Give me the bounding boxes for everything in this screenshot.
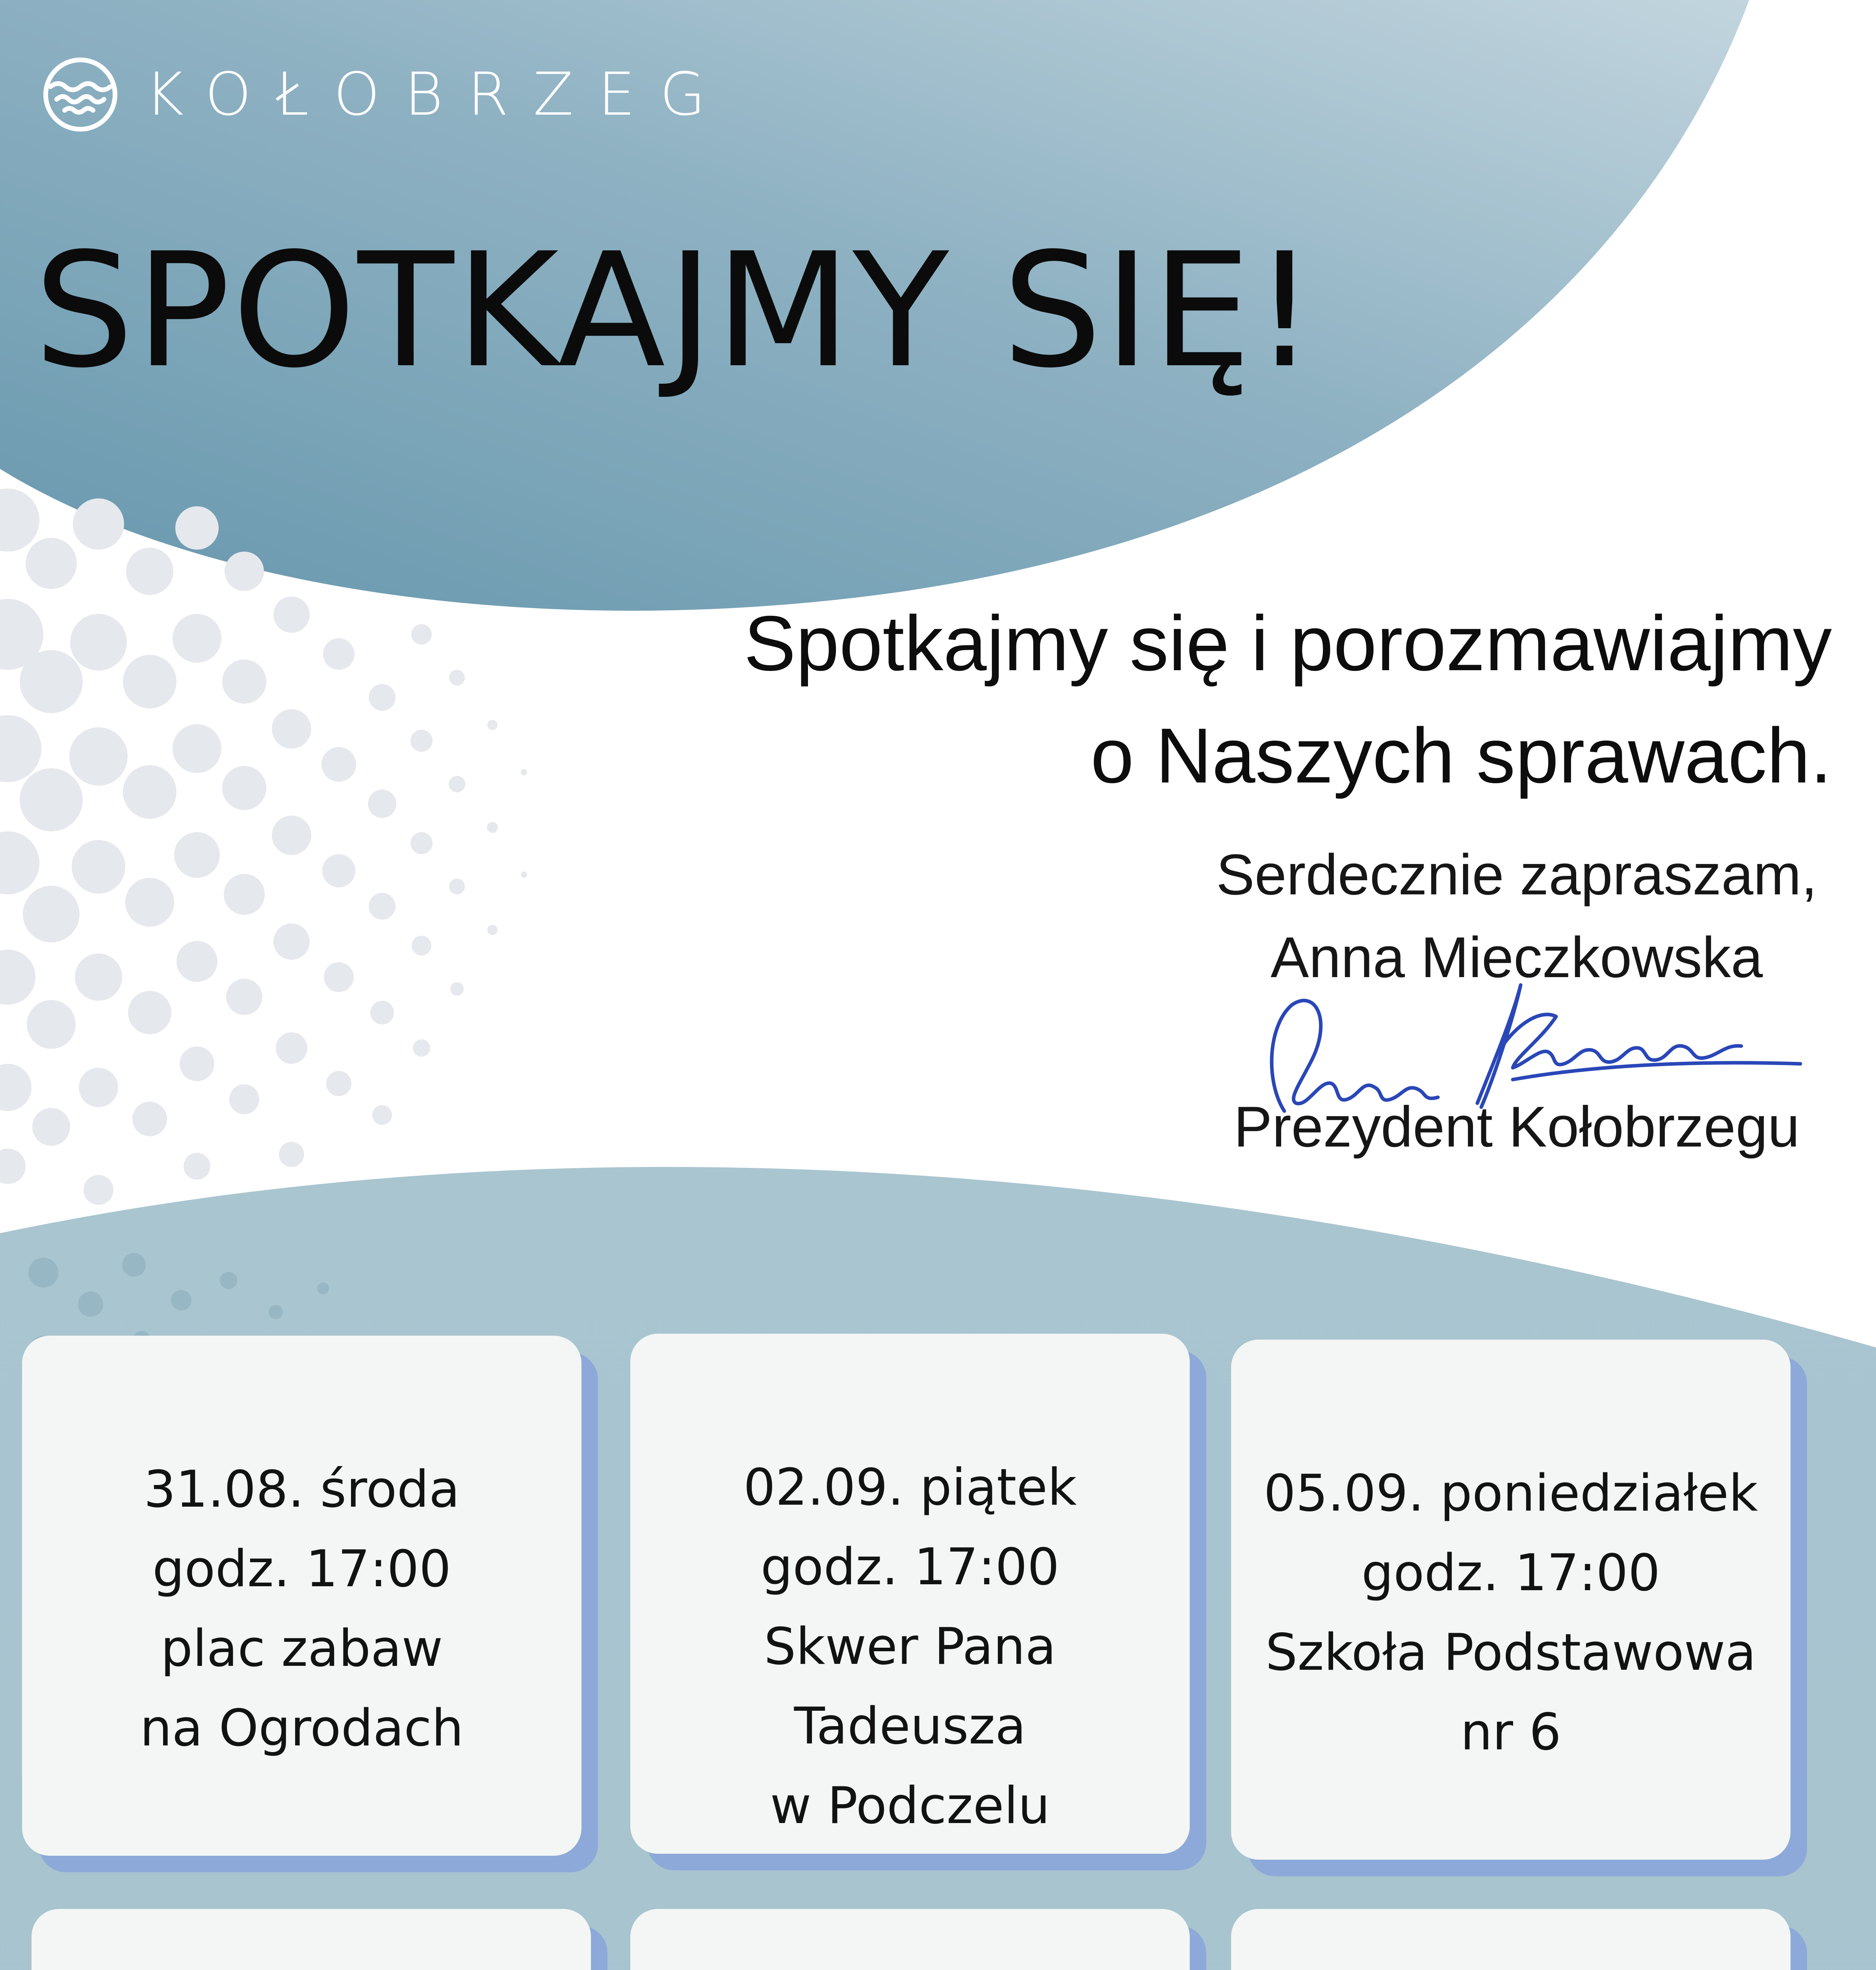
meeting-place-line: na Ogrodach <box>140 1699 464 1758</box>
wave-circle-icon <box>41 55 120 134</box>
page-title: SPOTKAJMY SIĘ! <box>34 219 1318 403</box>
meeting-date: 05.09. poniedziałek <box>1263 1464 1758 1523</box>
invitation-role: Prezydent Kołobrzegu <box>1233 1095 1800 1159</box>
meeting-place-line: Szkoła Podstawowa <box>1265 1623 1756 1682</box>
meeting-date: 02.09. piątek <box>743 1458 1077 1517</box>
meeting-time: godz. 17:00 <box>152 1540 451 1598</box>
meeting-time: godz. 17:00 <box>760 1538 1060 1596</box>
intro-line-1: Spotkajmy się i porozmawiajmy <box>744 600 1832 687</box>
meeting-place-line: nr 6 <box>1460 1703 1561 1762</box>
meeting-card <box>22 1336 581 1856</box>
meeting-card <box>1231 1340 1791 1860</box>
intro-line-2: o Naszych sprawach. <box>1090 712 1832 799</box>
meeting-time: godz. 17:00 <box>1361 1544 1661 1602</box>
meeting-place-line: Skwer Pana <box>764 1617 1056 1676</box>
intro-text <box>611 587 1832 812</box>
brand-name: KOŁOBRZEG <box>145 60 730 129</box>
invitation-greeting: Serdecznie zapraszam, <box>1216 842 1817 907</box>
meeting-card <box>1231 1909 1791 1970</box>
meeting-date: 31.08. środa <box>143 1460 460 1519</box>
meeting-place-line: Tadeusza <box>794 1697 1026 1756</box>
brand-logo <box>41 55 730 134</box>
meeting-card <box>630 1334 1190 1854</box>
meeting-place-line: w Podczelu <box>770 1777 1050 1835</box>
meeting-card <box>630 1909 1190 1970</box>
handwritten-signature <box>1241 961 1812 1135</box>
meeting-place-line: plac zabaw <box>160 1619 443 1678</box>
invitation-name: Anna Mieczkowska <box>1270 925 1763 989</box>
meeting-card <box>32 1909 591 1970</box>
